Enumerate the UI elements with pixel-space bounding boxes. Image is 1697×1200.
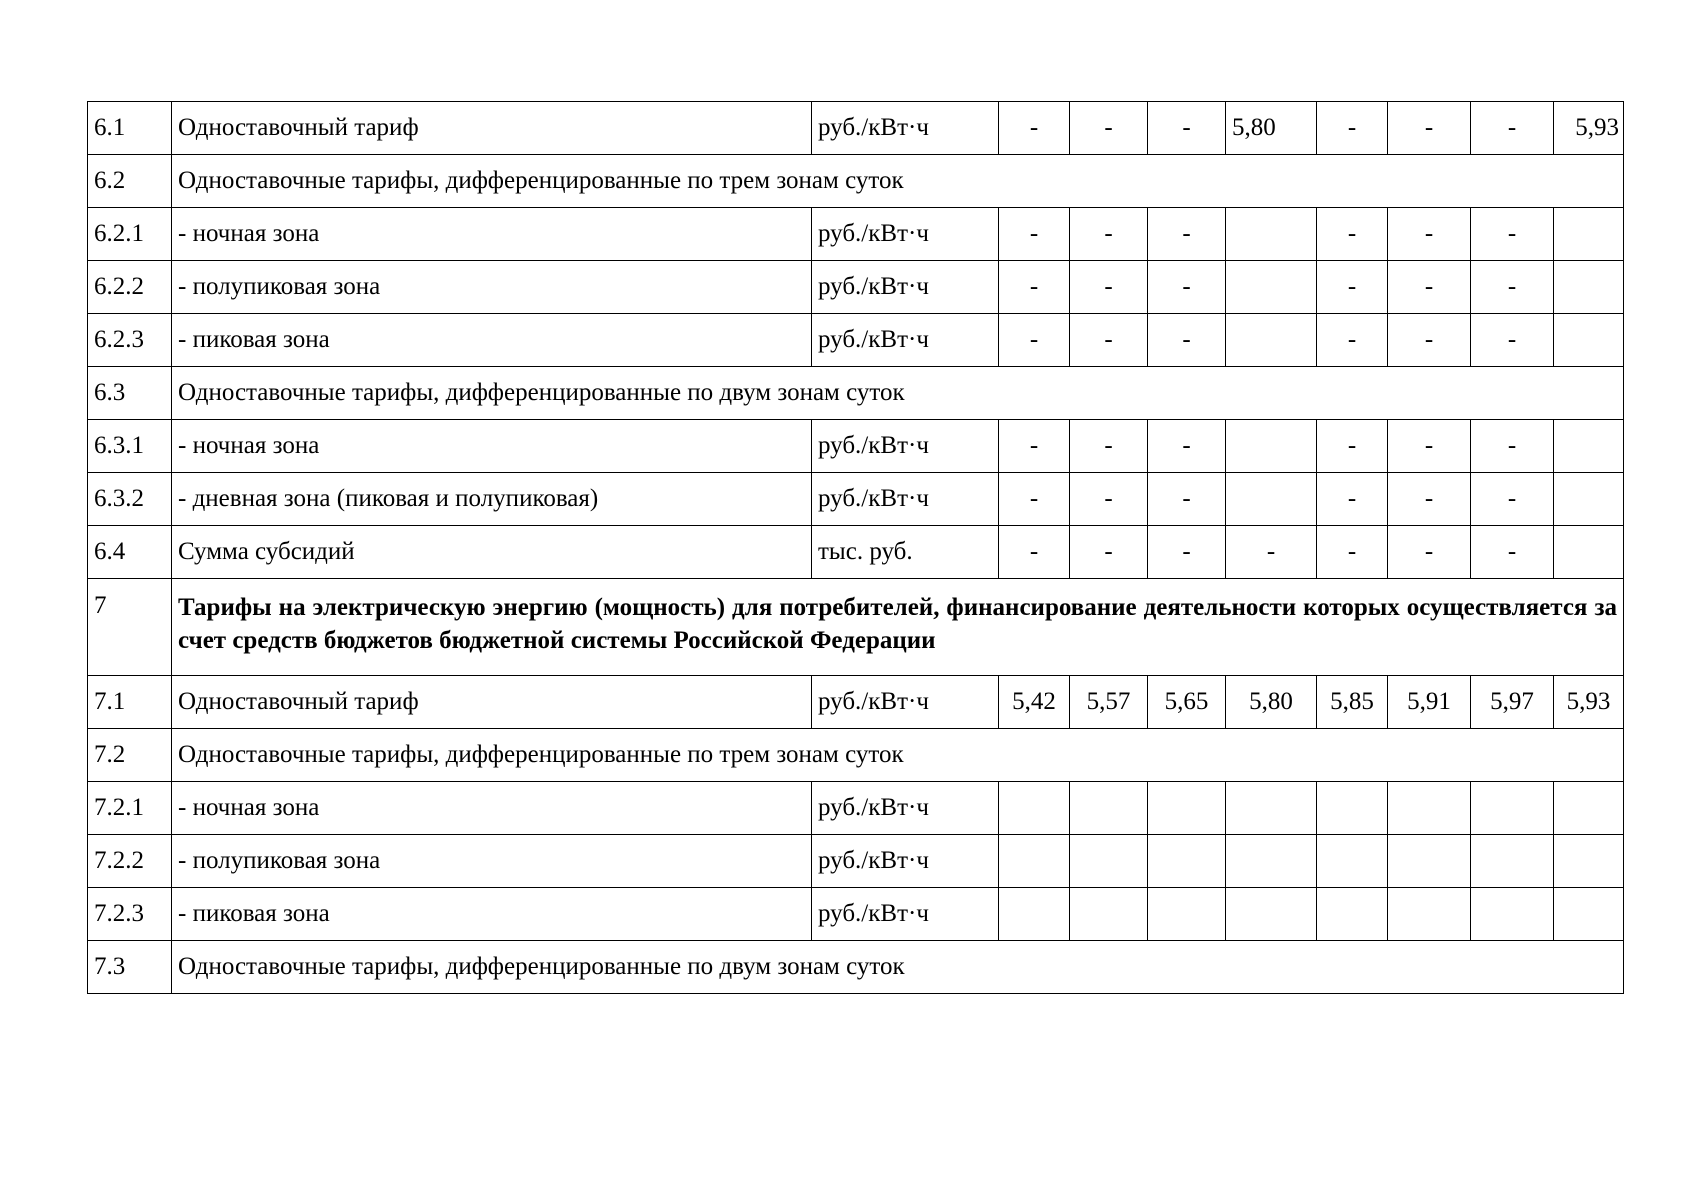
value-cell — [1471, 782, 1554, 835]
value-cell — [1317, 888, 1388, 941]
value-cell: - — [999, 314, 1070, 367]
value-cell: - — [1317, 473, 1388, 526]
row-name: - пиковая зона — [172, 314, 812, 367]
table-row — [88, 888, 1624, 941]
value-cell — [1148, 835, 1226, 888]
value-cell: - — [1388, 314, 1471, 367]
row-name: Одноставочные тарифы, дифференцированные по двум зонам суток — [172, 941, 1624, 994]
table-body — [88, 102, 1624, 994]
value-cell: - — [1070, 102, 1148, 155]
value-cell — [1226, 261, 1317, 314]
value-cell: - — [1388, 473, 1471, 526]
row-name: - дневная зона (пиковая и полупиковая) — [172, 473, 812, 526]
value-cell: 5,65 — [1148, 676, 1226, 729]
row-unit: руб./кВт·ч — [812, 102, 999, 155]
row-number: 7.2.3 — [88, 888, 172, 941]
row-name: - ночная зона — [172, 420, 812, 473]
row-number: 7 — [88, 579, 172, 676]
table-row — [88, 473, 1624, 526]
table-row — [88, 835, 1624, 888]
row-name: Одноставочные тарифы, дифференцированные по двум зонам суток — [172, 367, 1624, 420]
table-row — [88, 526, 1624, 579]
value-cell: 5,42 — [999, 676, 1070, 729]
row-name: Сумма субсидий — [172, 526, 812, 579]
row-number: 7.2.2 — [88, 835, 172, 888]
table-row — [88, 782, 1624, 835]
row-unit: руб./кВт·ч — [812, 888, 999, 941]
value-cell: - — [1070, 420, 1148, 473]
row-name: - пиковая зона — [172, 888, 812, 941]
row-number: 6.2.2 — [88, 261, 172, 314]
row-number: 6.2.3 — [88, 314, 172, 367]
value-cell — [1148, 888, 1226, 941]
row-name: Одноставочный тариф — [172, 102, 812, 155]
value-cell: - — [1317, 526, 1388, 579]
value-cell: - — [1471, 261, 1554, 314]
value-cell: - — [1471, 208, 1554, 261]
table-row — [88, 208, 1624, 261]
row-unit: руб./кВт·ч — [812, 208, 999, 261]
value-cell — [1226, 888, 1317, 941]
value-cell: - — [1148, 420, 1226, 473]
value-cell: - — [999, 420, 1070, 473]
value-cell — [1226, 314, 1317, 367]
value-cell — [1317, 782, 1388, 835]
row-number: 6.3.1 — [88, 420, 172, 473]
table-row — [88, 314, 1624, 367]
row-unit: руб./кВт·ч — [812, 314, 999, 367]
value-cell — [1070, 888, 1148, 941]
row-unit: руб./кВт·ч — [812, 420, 999, 473]
row-name: Одноставочный тариф — [172, 676, 812, 729]
value-cell: - — [1471, 473, 1554, 526]
row-number: 6.2 — [88, 155, 172, 208]
value-cell: - — [1070, 314, 1148, 367]
value-cell: - — [1070, 208, 1148, 261]
value-cell — [1148, 782, 1226, 835]
row-number: 7.1 — [88, 676, 172, 729]
value-cell — [1554, 208, 1624, 261]
value-cell — [1471, 888, 1554, 941]
value-cell: 5,80 — [1226, 676, 1317, 729]
row-unit: руб./кВт·ч — [812, 261, 999, 314]
value-cell: - — [999, 102, 1070, 155]
value-cell — [1388, 782, 1471, 835]
value-cell: 5,97 — [1471, 676, 1554, 729]
value-cell: - — [1317, 314, 1388, 367]
value-cell: - — [999, 526, 1070, 579]
row-name: - полупиковая зона — [172, 261, 812, 314]
table-row — [88, 367, 1624, 420]
value-cell — [1554, 473, 1624, 526]
value-cell — [1317, 835, 1388, 888]
row-unit: руб./кВт·ч — [812, 473, 999, 526]
value-cell — [1554, 261, 1624, 314]
row-number: 7.2 — [88, 729, 172, 782]
row-unit: руб./кВт·ч — [812, 782, 999, 835]
value-cell: 5,80 — [1226, 102, 1317, 155]
row-name: - ночная зона — [172, 208, 812, 261]
row-unit: руб./кВт·ч — [812, 835, 999, 888]
value-cell: - — [999, 261, 1070, 314]
row-number: 6.3.2 — [88, 473, 172, 526]
table-row — [88, 729, 1624, 782]
value-cell: - — [1388, 526, 1471, 579]
value-cell — [1554, 782, 1624, 835]
value-cell: 5,91 — [1388, 676, 1471, 729]
row-number: 6.4 — [88, 526, 172, 579]
value-cell — [999, 835, 1070, 888]
value-cell: - — [1148, 261, 1226, 314]
value-cell — [1226, 473, 1317, 526]
value-cell — [1554, 526, 1624, 579]
table-row — [88, 579, 1624, 676]
value-cell: - — [1148, 208, 1226, 261]
value-cell — [1554, 835, 1624, 888]
value-cell: - — [1317, 261, 1388, 314]
row-unit: руб./кВт·ч — [812, 676, 999, 729]
value-cell: - — [1388, 102, 1471, 155]
value-cell — [1388, 888, 1471, 941]
value-cell — [1226, 835, 1317, 888]
value-cell: 5,93 — [1554, 102, 1624, 155]
value-cell: 5,85 — [1317, 676, 1388, 729]
value-cell — [1554, 314, 1624, 367]
value-cell: - — [1070, 473, 1148, 526]
value-cell: - — [1226, 526, 1317, 579]
row-name: Одноставочные тарифы, дифференцированные по трем зонам суток — [172, 155, 1624, 208]
table-row — [88, 102, 1624, 155]
value-cell: - — [1317, 420, 1388, 473]
row-number: 7.3 — [88, 941, 172, 994]
value-cell: - — [1148, 314, 1226, 367]
value-cell: - — [1317, 208, 1388, 261]
value-cell: - — [1471, 102, 1554, 155]
value-cell — [999, 888, 1070, 941]
value-cell: - — [1471, 420, 1554, 473]
value-cell: - — [1148, 102, 1226, 155]
value-cell: 5,93 — [1554, 676, 1624, 729]
value-cell — [1388, 835, 1471, 888]
value-cell: - — [1471, 314, 1554, 367]
value-cell — [1471, 835, 1554, 888]
value-cell — [999, 782, 1070, 835]
value-cell: - — [1388, 208, 1471, 261]
table-row — [88, 155, 1624, 208]
table-row — [88, 261, 1624, 314]
table-row — [88, 676, 1624, 729]
row-number: 7.2.1 — [88, 782, 172, 835]
row-number: 6.2.1 — [88, 208, 172, 261]
value-cell — [1070, 782, 1148, 835]
section-title: Тарифы на электрическую энергию (мощность) для потребителей, финансирование деятельности которых осуществляется за счет средств бюджетов бюджетной системы Российской Федерации — [172, 579, 1624, 676]
value-cell: - — [1317, 102, 1388, 155]
tariff-table — [87, 101, 1624, 994]
row-name: - ночная зона — [172, 782, 812, 835]
value-cell — [1554, 420, 1624, 473]
row-number: 6.3 — [88, 367, 172, 420]
value-cell: - — [1388, 261, 1471, 314]
row-name: Одноставочные тарифы, дифференцированные по трем зонам суток — [172, 729, 1624, 782]
value-cell: - — [999, 473, 1070, 526]
row-unit: тыс. руб. — [812, 526, 999, 579]
value-cell — [1226, 782, 1317, 835]
table-row — [88, 941, 1624, 994]
value-cell — [1226, 208, 1317, 261]
value-cell: 5,57 — [1070, 676, 1148, 729]
value-cell: - — [999, 208, 1070, 261]
value-cell — [1070, 835, 1148, 888]
value-cell — [1226, 420, 1317, 473]
value-cell: - — [1070, 261, 1148, 314]
value-cell — [1554, 888, 1624, 941]
row-name: - полупиковая зона — [172, 835, 812, 888]
value-cell: - — [1070, 526, 1148, 579]
table-row — [88, 420, 1624, 473]
value-cell: - — [1148, 473, 1226, 526]
value-cell: - — [1388, 420, 1471, 473]
row-number: 6.1 — [88, 102, 172, 155]
value-cell: - — [1148, 526, 1226, 579]
value-cell: - — [1471, 526, 1554, 579]
